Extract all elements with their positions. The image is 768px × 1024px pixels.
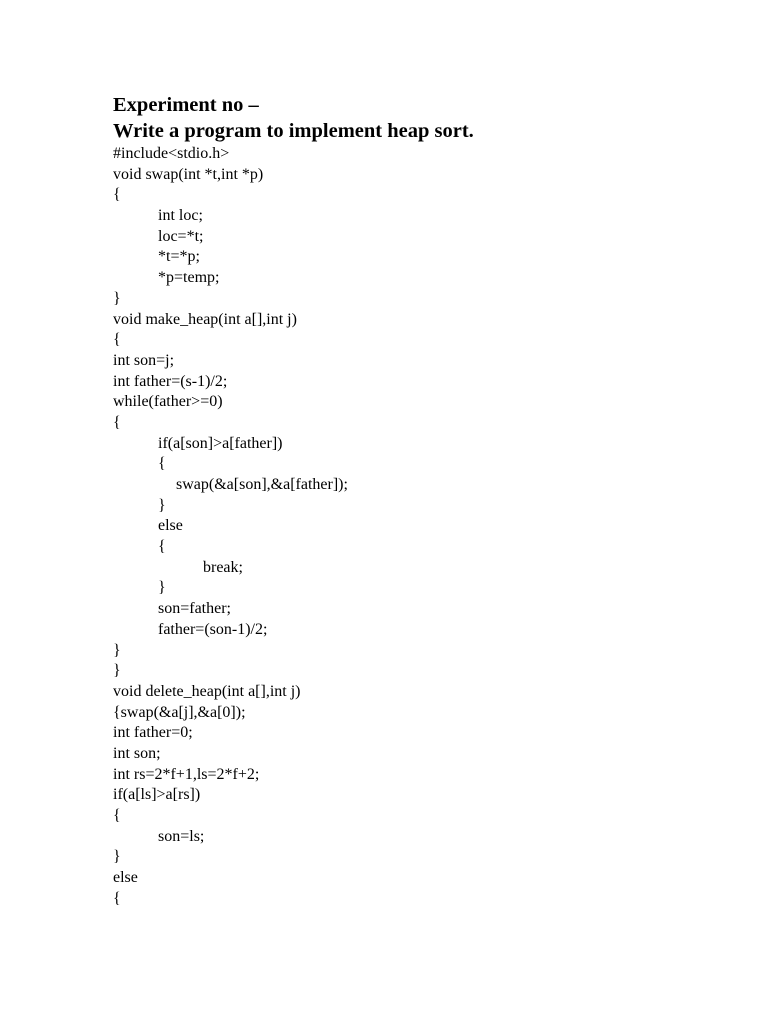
code-line: father=(son-1)/2; [158, 620, 268, 638]
experiment-heading: Experiment no – [113, 94, 259, 116]
code-line: } [113, 662, 121, 680]
code-line: *p=temp; [158, 269, 220, 287]
code-line: } [113, 289, 121, 307]
code-line: while(father>=0) [113, 393, 223, 411]
code-line: { [113, 807, 121, 824]
code-line: int loc; [158, 207, 203, 225]
code-line: { [113, 889, 121, 907]
code-line: loc=*t; [158, 227, 204, 245]
code-line: else [113, 869, 138, 887]
code-line: *t=*p; [158, 248, 200, 266]
code-line: int father=(s-1)/2; [113, 372, 228, 390]
code-line: swap(&a[son],&a[father]); [176, 476, 348, 493]
code-line: int father=0; [113, 724, 193, 742]
code-line: break; [203, 558, 243, 576]
code-line: { [113, 413, 121, 431]
code-listing [113, 144, 713, 909]
code-line: } [158, 496, 166, 514]
code-line: { [113, 331, 121, 349]
code-line: son=ls; [158, 827, 205, 845]
code-line: if(a[son]>a[father]) [158, 434, 283, 452]
code-line: } [113, 848, 121, 866]
code-line: else [158, 517, 183, 535]
code-line: son=father; [158, 600, 231, 618]
code-line: { [113, 186, 121, 204]
code-line: } [158, 579, 166, 597]
code-line: { [158, 538, 166, 556]
code-line: int son=j; [113, 351, 175, 369]
document-content [113, 92, 713, 909]
code-line: } [113, 641, 121, 659]
program-heading: Write a program to implement heap sort. [113, 120, 474, 142]
code-line: #include<stdio.h> [113, 145, 230, 162]
code-line: int rs=2*f+1,ls=2*f+2; [113, 765, 260, 783]
code-line: if(a[ls]>a[rs]) [113, 786, 201, 804]
code-line: void delete_heap(int a[],int j) [113, 682, 301, 700]
code-line: { [158, 455, 166, 473]
code-line: int son; [113, 744, 161, 762]
code-line: {swap(&a[j],&a[0]); [113, 703, 246, 721]
code-line: void swap(int *t,int *p) [113, 165, 264, 183]
code-line: void make_heap(int a[],int j) [113, 310, 297, 328]
